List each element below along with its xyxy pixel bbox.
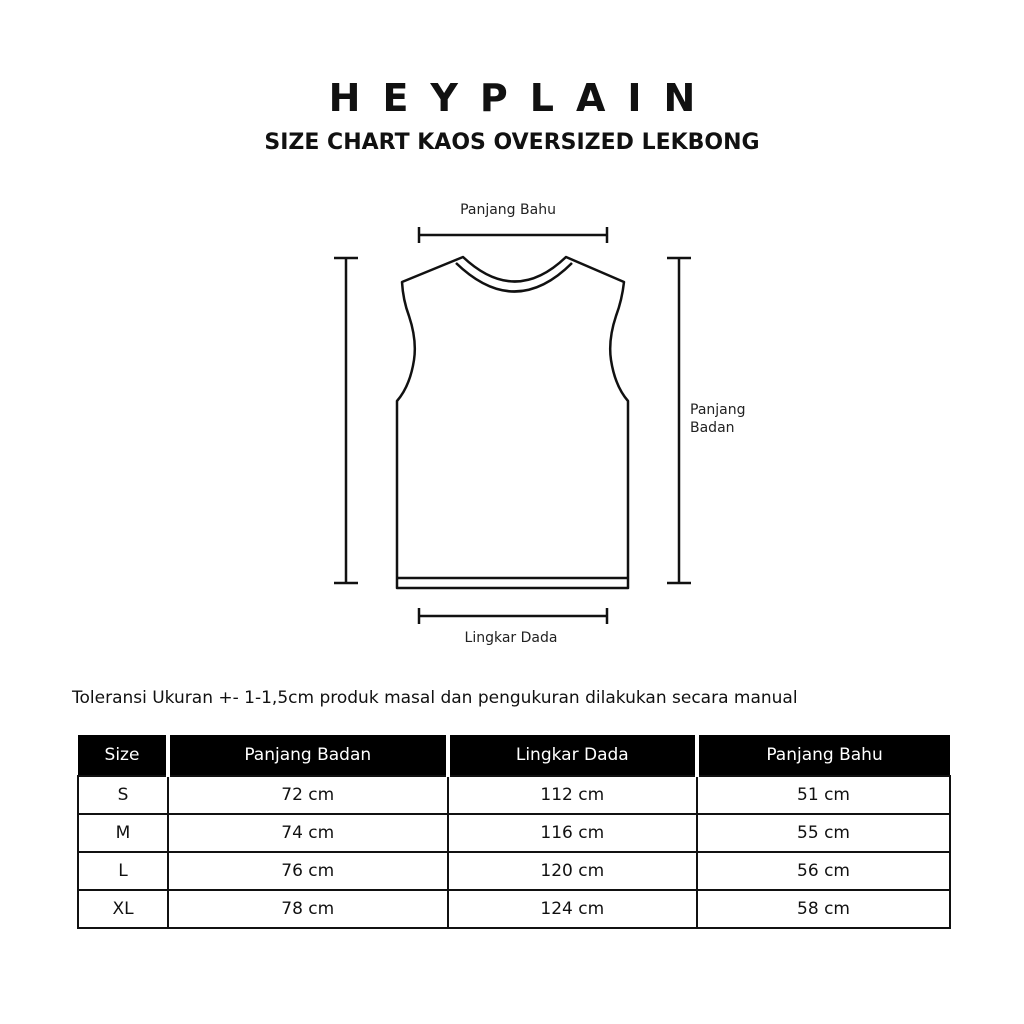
chest-label: Lingkar Dada	[464, 630, 558, 646]
shirt-diagram	[0, 190, 1024, 660]
cell-panjang-bahu: 51 cm	[697, 776, 950, 814]
cell-size: S	[78, 776, 168, 814]
shoulder-measure-line	[419, 227, 607, 243]
length-label-line2: Badan	[690, 420, 735, 436]
tolerance-note: Toleransi Ukuran +- 1-1,5cm produk masal dan pengukuran dilakukan secara manual	[72, 688, 798, 708]
length-measure-line-left	[334, 258, 358, 583]
table-row	[78, 890, 950, 928]
shoulder-label: Panjang Bahu	[460, 202, 556, 218]
table-row	[78, 852, 950, 890]
size-table	[77, 735, 951, 929]
brand-logo: HEYPLAIN	[328, 76, 718, 120]
cell-size: L	[78, 852, 168, 890]
cell-panjang-bahu: 58 cm	[697, 890, 950, 928]
cell-panjang-bahu: 55 cm	[697, 814, 950, 852]
table-row	[78, 776, 950, 814]
cell-panjang-bahu: 56 cm	[697, 852, 950, 890]
table-header-row	[78, 735, 950, 776]
cell-lingkar-dada: 112 cm	[448, 776, 698, 814]
cell-size: M	[78, 814, 168, 852]
chest-measure-line	[419, 608, 607, 624]
cell-size: XL	[78, 890, 168, 928]
cell-panjang-badan: 76 cm	[168, 852, 448, 890]
header-panjang-badan: Panjang Badan	[168, 735, 448, 776]
header-lingkar-dada: Lingkar Dada	[448, 735, 698, 776]
length-label-line1: Panjang	[690, 402, 746, 418]
page-title: SIZE CHART KAOS OVERSIZED LEKBONG	[264, 130, 760, 155]
cell-panjang-badan: 72 cm	[168, 776, 448, 814]
shirt-outline	[397, 257, 628, 588]
cell-lingkar-dada: 124 cm	[448, 890, 698, 928]
header-panjang-bahu: Panjang Bahu	[697, 735, 950, 776]
cell-lingkar-dada: 120 cm	[448, 852, 698, 890]
header-size: Size	[78, 735, 168, 776]
cell-panjang-badan: 78 cm	[168, 890, 448, 928]
length-measure-line-right	[667, 258, 691, 583]
cell-panjang-badan: 74 cm	[168, 814, 448, 852]
cell-lingkar-dada: 116 cm	[448, 814, 698, 852]
table-row	[78, 814, 950, 852]
